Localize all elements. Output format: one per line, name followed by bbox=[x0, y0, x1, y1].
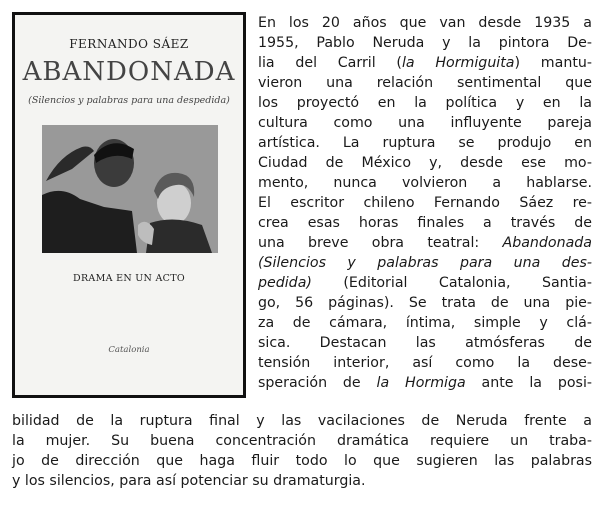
text-line: pedida) (Editorial Catalonia, Santia- bbox=[258, 275, 592, 291]
cover-photo bbox=[42, 125, 218, 253]
book-publisher: Catalonia bbox=[108, 345, 150, 355]
text-line: 1955, Pablo Neruda y la pintora De- bbox=[258, 35, 592, 51]
text-line: la mujer. Su buena concentración dramática requiere un traba- bbox=[12, 433, 592, 449]
text-line: (Silencios y palabras para una des- bbox=[258, 255, 592, 271]
text-line: vieron una relación sentimental que bbox=[258, 75, 592, 91]
text-line: En los 20 años que van desde 1935 a bbox=[258, 15, 592, 31]
text-line: go, 56 páginas). Se trata de una pie- bbox=[258, 295, 592, 311]
text-line: bilidad de la ruptura final y las vacilaciones de Neruda frente a bbox=[12, 413, 592, 429]
text-line: El escritor chileno Fernando Sáez re- bbox=[258, 195, 592, 211]
text-line: tensión interior, así como la dese- bbox=[258, 355, 592, 371]
text-line: jo de dirección que haga fluir todo lo que sugieren las palabras bbox=[12, 453, 592, 469]
text-line: speración de la Hormiga ante la posi- bbox=[258, 375, 592, 391]
text-line: y los silencios, para así potenciar su dramaturgia. bbox=[12, 473, 366, 489]
text-line: artística. La ruptura se produjo en bbox=[258, 135, 592, 151]
text-line: mento, nunca volvieron a hablarse. bbox=[258, 175, 592, 191]
book-subtitle: (Silencios y palabras para una despedida) bbox=[28, 95, 230, 106]
book-cover bbox=[12, 12, 246, 398]
book-title: ABANDONADA bbox=[22, 57, 236, 87]
book-author: FERNANDO SÁEZ bbox=[69, 37, 189, 51]
text-line: cultura como una influyente pareja bbox=[258, 115, 592, 131]
text-line: za de cámara, íntima, simple y clá- bbox=[258, 315, 592, 331]
text-line: Ciudad de México y, desde ese mo- bbox=[258, 155, 592, 171]
text-line: sica. Destacan las atmósferas de bbox=[258, 335, 592, 351]
text-line: crea esas horas finales a través de bbox=[258, 215, 592, 231]
text-line: los proyectó en la política y en la bbox=[258, 95, 592, 111]
book-genre: DRAMA EN UN ACTO bbox=[73, 273, 185, 284]
text-line: lia del Carril (la Hormiguita) mantu- bbox=[258, 55, 592, 71]
text-line: una breve obra teatral: Abandonada bbox=[258, 235, 592, 251]
